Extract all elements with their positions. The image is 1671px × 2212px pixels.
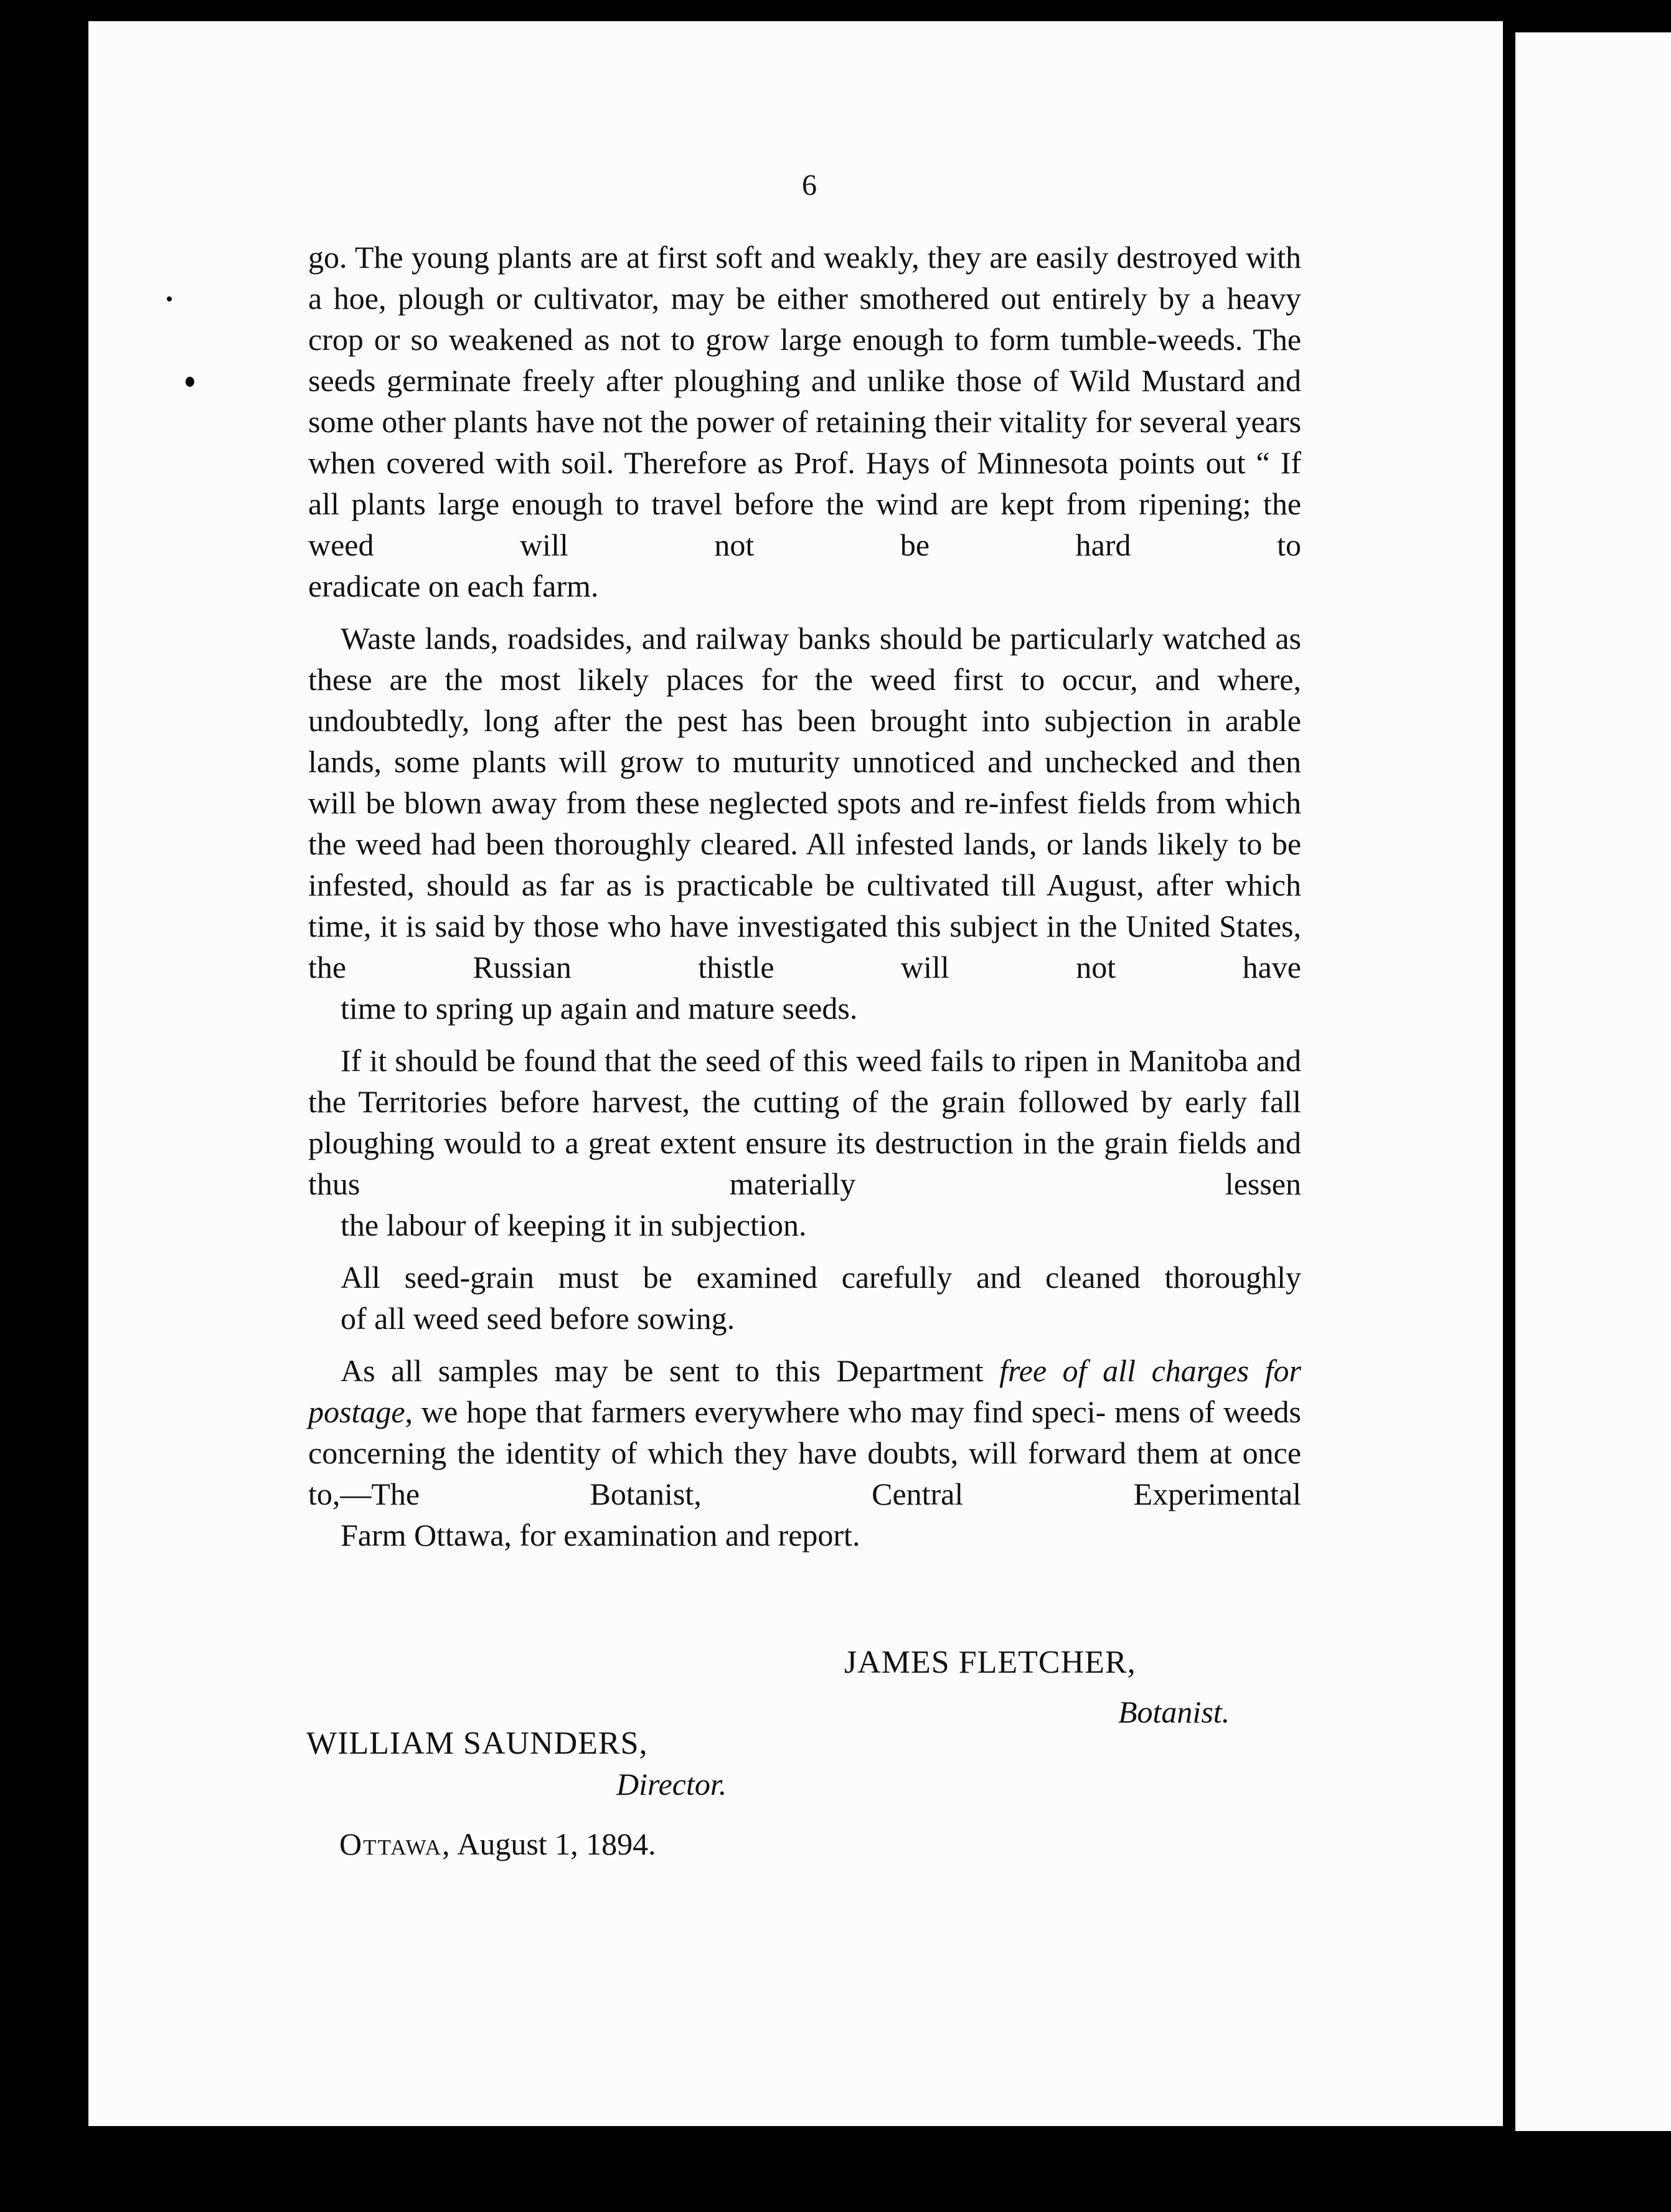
paragraph-line: occur, and where, undoubtedly, long after the pest has been brought xyxy=(308,662,1302,738)
paragraph-line: several years when covered with soil. Therefore as Prof. Hays of xyxy=(308,404,1302,480)
paragraph-line: other plants have not the power of retaining their vitality for xyxy=(382,404,1132,439)
paragraph-3 xyxy=(308,1040,1301,1245)
paragraph-line: the wind are kept from ripening; the weed will not be hard to xyxy=(308,486,1302,562)
paragraph-4 xyxy=(308,1257,1301,1339)
paragraph-line: unnoticed and unchecked and then will be blown away from these xyxy=(308,744,1302,820)
dateline-date: August 1, 1894. xyxy=(457,1827,656,1861)
paragraph-line: after which time, it is said by those who have investigated this xyxy=(308,867,1301,943)
paragraph-line: time to spring up again and mature seeds. xyxy=(341,991,858,1026)
margin-speck xyxy=(1512,660,1515,679)
signature-botanist-name: JAMES FLETCHER, xyxy=(844,1645,1136,1680)
paragraph-line: go. The young plants are at first soft and weakly, they are xyxy=(308,240,1028,275)
p5-line5-text: Farm Ottawa, for examination and report. xyxy=(341,1518,860,1553)
paragraph-line: infested, should as far as is practicable be cultivated till August, xyxy=(308,867,1144,902)
paragraph-line: Minnesota points out “ If all plants large enough to travel before xyxy=(308,445,1301,521)
paragraph-line: neglected spots and re-infest fields from which the weed had been xyxy=(308,785,1301,861)
paragraph-line: Waste lands, roadsides, and railway banks should be particularly xyxy=(341,621,1154,656)
p5-line3-text: mens of weeds concerning the identity of which they have doubts, xyxy=(308,1394,1302,1470)
paragraph-line: grow large enough to form tumble-weeds. The seeds germinate xyxy=(308,322,1302,398)
dateline xyxy=(339,1826,656,1862)
p5-italic-for-postage: for postage xyxy=(308,1353,1302,1429)
paragraph-5 xyxy=(308,1350,1301,1556)
p5-line4-text: will forward them at once to,—The Botanist, Central Experimental xyxy=(308,1435,1302,1511)
paragraph-line: If it should be found that the seed of this weed fails to ripen in xyxy=(341,1043,1121,1078)
paragraph-line: of all weed seed before sowing. xyxy=(341,1301,735,1336)
body-text xyxy=(308,237,1301,1556)
margin-speck xyxy=(167,296,172,301)
dateline-place: Ottawa, xyxy=(339,1827,451,1861)
signature-director-title: Director. xyxy=(616,1767,727,1802)
paragraph-line: ensure its destruction in the grain fields and thus materially lessen xyxy=(308,1125,1302,1201)
paragraph-1 xyxy=(308,237,1301,607)
paragraph-line: easily destroyed with a hoe, plough or cultivator, may be either xyxy=(308,240,1301,316)
paragraph-line: grain followed by early fall ploughing would to a great extent xyxy=(308,1084,1301,1160)
margin-speck xyxy=(1509,1485,1515,1493)
margin-speck xyxy=(186,377,194,387)
paragraph-line: Manitoba and the Territories before harvest, the cutting of the xyxy=(308,1043,1301,1119)
paragraph-line: into subjection in arable lands, some plants will grow to muturity xyxy=(308,703,1302,779)
paragraph-2 xyxy=(308,618,1301,1029)
paragraph-line: watched as these are the most likely places for the weed first to xyxy=(308,621,1301,697)
paragraph-line: subject in the United States, the Russian thistle will not have xyxy=(308,909,1301,985)
paragraph-line: All seed-grain must be examined carefully and cleaned thoroughly xyxy=(341,1260,1301,1295)
paragraph-line: freely after ploughing and unlike those of Wild Mustard and some xyxy=(308,363,1301,439)
paragraph-line: thoroughly cleared. All infested lands, or lands likely to be xyxy=(554,826,1302,861)
margin-speck xyxy=(1512,498,1515,513)
paragraph-line: smothered out entirely by a heavy crop or so weakened as not to xyxy=(308,281,1301,357)
p5-line1-text: As all samples may be sent to this Department xyxy=(341,1353,1000,1388)
facing-page-edge xyxy=(1515,32,1671,2131)
p5-italic-free-of-charges: free of all charges xyxy=(999,1353,1250,1388)
page-number: 6 xyxy=(802,169,817,202)
margin-speck xyxy=(1510,2018,1515,2099)
paragraph-line: the labour of keeping it in subjection. xyxy=(341,1208,807,1242)
p5-line2-text: , we hope that farmers everywhere who may find speci- xyxy=(405,1394,1106,1429)
paragraph-line: eradicate on each farm. xyxy=(308,569,599,603)
signature-director-name: WILLIAM SAUNDERS, xyxy=(306,1726,648,1761)
signature-botanist-title: Botanist. xyxy=(1118,1694,1230,1729)
